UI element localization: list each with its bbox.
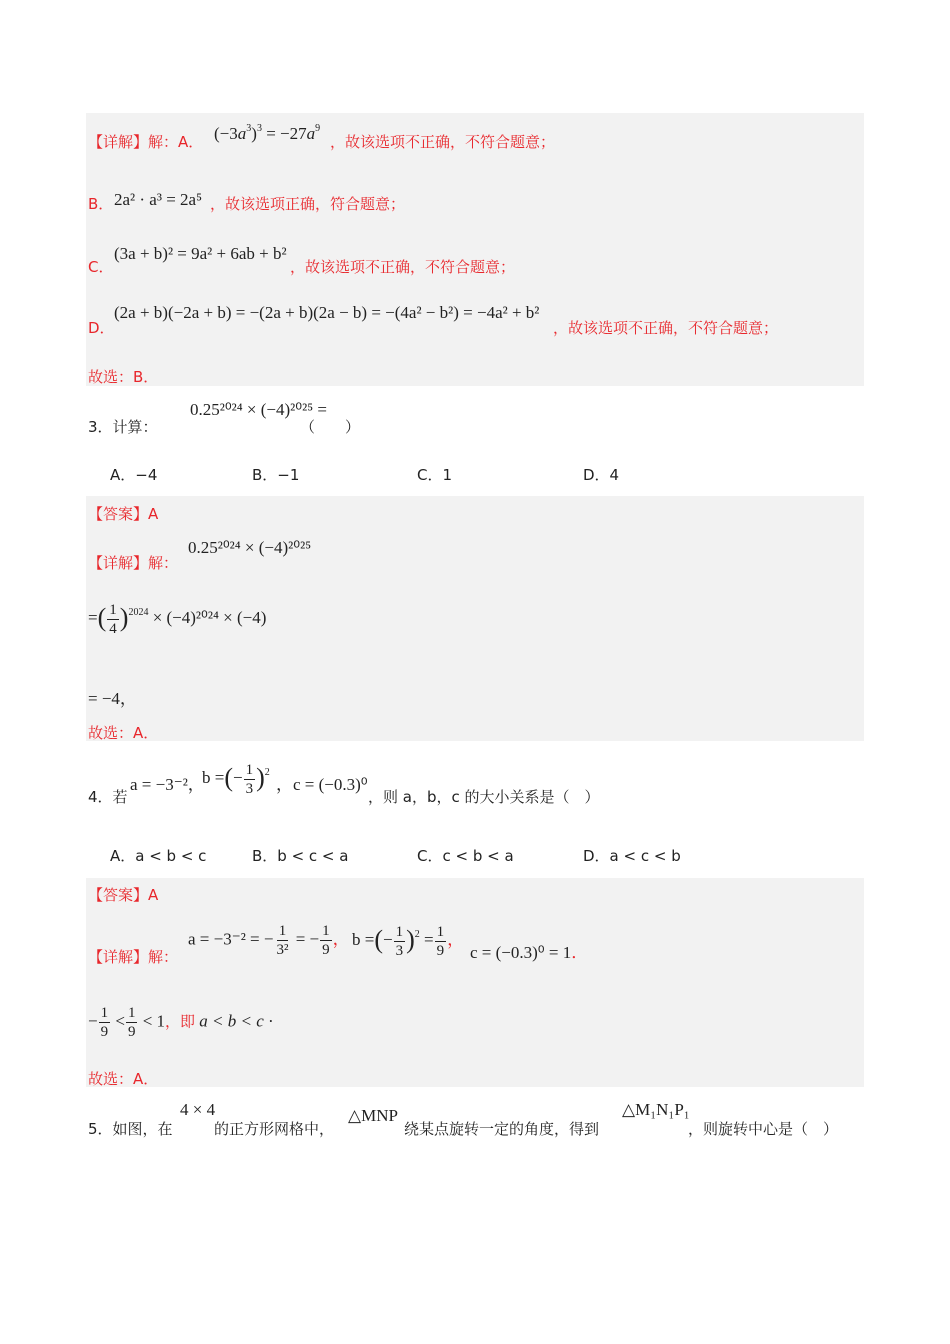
q3-stem-expr: 0.25²⁰²⁴ × (−4)²⁰²⁵ = (190, 400, 327, 419)
q5-triangle-mnp: △MNP (348, 1106, 398, 1125)
q5-stem-mid2: 绕某点旋转一定的角度，得到 (404, 1120, 600, 1138)
q2-label-c: C． (88, 258, 114, 276)
detail-intro: 解： (148, 948, 179, 966)
q2-label-b: B． (88, 195, 114, 213)
q3-detail-line1: 0.25²⁰²⁴ × (−4)²⁰²⁵ (188, 538, 312, 557)
detail-intro: 解： (148, 554, 179, 572)
q5-triangle-m1n1p1: △M₁N₁P₁ (622, 1100, 690, 1119)
q3-detail-line2: =( $\frac{1}{4}$ )$^{2024}$ × (−4)²⁰²⁴ × (−4) (88, 601, 267, 637)
q3-detail-line3: = −4， (88, 689, 137, 708)
q2-expr-b: 2a² · a³ = 2a⁵ (114, 190, 203, 209)
q3-answer (88, 503, 158, 524)
q2-comment-d: ，故该选项不正确，不符合题意； (553, 319, 779, 337)
q3-option-c: C．1 (417, 466, 453, 484)
q5-stem-mid1: 的正方形网格中， (214, 1120, 335, 1138)
detail-tag: 【详解】 (88, 133, 149, 151)
q4-stem-prefix: 4．若 (88, 788, 128, 806)
q3-option-b: B．−1 (252, 466, 300, 484)
q2-expr-a: $(-3a^3)^3 = -27a^9$ (214, 123, 321, 143)
q4-stem-c: ，c = (−0.3)⁰ (276, 775, 368, 794)
q2-conclusion: 故选：B． (88, 368, 159, 386)
q4-conclusion: 故选：A． (88, 1070, 159, 1088)
q3-stem-paren: （ ） (300, 418, 361, 436)
q4-detail-b: b =(− $\frac{1}{3}$ )$^2$ = $\frac{1}{9}$ ， (352, 923, 465, 959)
q4-detail-header (88, 946, 178, 967)
q4-stem-b: b =(− $\frac{1}{3}$ )$^2$ (202, 761, 270, 797)
detail-tag: 【详解】 (88, 554, 149, 572)
q2-comment-c: ，故该选项不正确，不符合题意； (290, 258, 516, 276)
q4-option-b: B．b < c < a (252, 847, 349, 865)
answer-tag: 【答案】 (88, 505, 149, 523)
q5-stem-prefix: 5．如图，在 (88, 1120, 173, 1138)
q4-option-c: C．c < b < a (417, 847, 514, 865)
answer-tag: 【答案】 (88, 886, 149, 904)
q4-comparison: − $\frac{1}{9}$ < $\frac{1}{9}$ < 1，即 a < b < c · (88, 1005, 274, 1040)
q4-detail-panel (86, 878, 864, 1087)
detail-intro: 解： (148, 133, 179, 151)
answer-value: A (148, 505, 159, 523)
q4-stem-a: a = −3⁻²， (130, 775, 205, 794)
answer-value: A (148, 886, 159, 904)
q4-detail-a: a = −3⁻² = − $\frac{1}{\text{3²}}$ = − $\frac{1}{9}$ ， (188, 923, 350, 958)
q2-comment-b: ，故该选项正确，符合题意； (210, 195, 406, 213)
q3-detail-header (88, 552, 178, 573)
q2-comment-a: ，故该选项不正确，不符合题意； (330, 133, 556, 151)
option-label: A． (178, 133, 204, 151)
q2-detail-line-a (88, 131, 203, 152)
q4-option-d: D．a < c < b (583, 847, 681, 865)
detail-tag: 【详解】 (88, 948, 149, 966)
q4-stem-suffix: ，则 a，b，c 的大小关系是（ ） (368, 788, 600, 806)
q5-stem-suffix: ，则旋转中心是（ ） (688, 1120, 839, 1138)
q2-expr-d: (2a + b)(−2a + b) = −(2a + b)(2a − b) = −(4a² − b²) = −4a² + b² (114, 303, 540, 322)
q2-label-d: D． (88, 319, 115, 337)
q4-option-a: A．a < b < c (110, 847, 207, 865)
q4-detail-c: c = (−0.3)⁰ = 1． (470, 943, 589, 962)
q3-conclusion: 故选：A． (88, 724, 159, 742)
q5-grid-size: 4 × 4 (180, 1100, 216, 1119)
q3-stem-prefix: 3．计算： (88, 418, 158, 436)
q3-option-d: D．4 (583, 466, 620, 484)
q4-answer (88, 884, 158, 905)
q3-option-a: A．−4 (110, 466, 158, 484)
q2-expr-c: (3a + b)² = 9a² + 6ab + b² (114, 244, 287, 263)
